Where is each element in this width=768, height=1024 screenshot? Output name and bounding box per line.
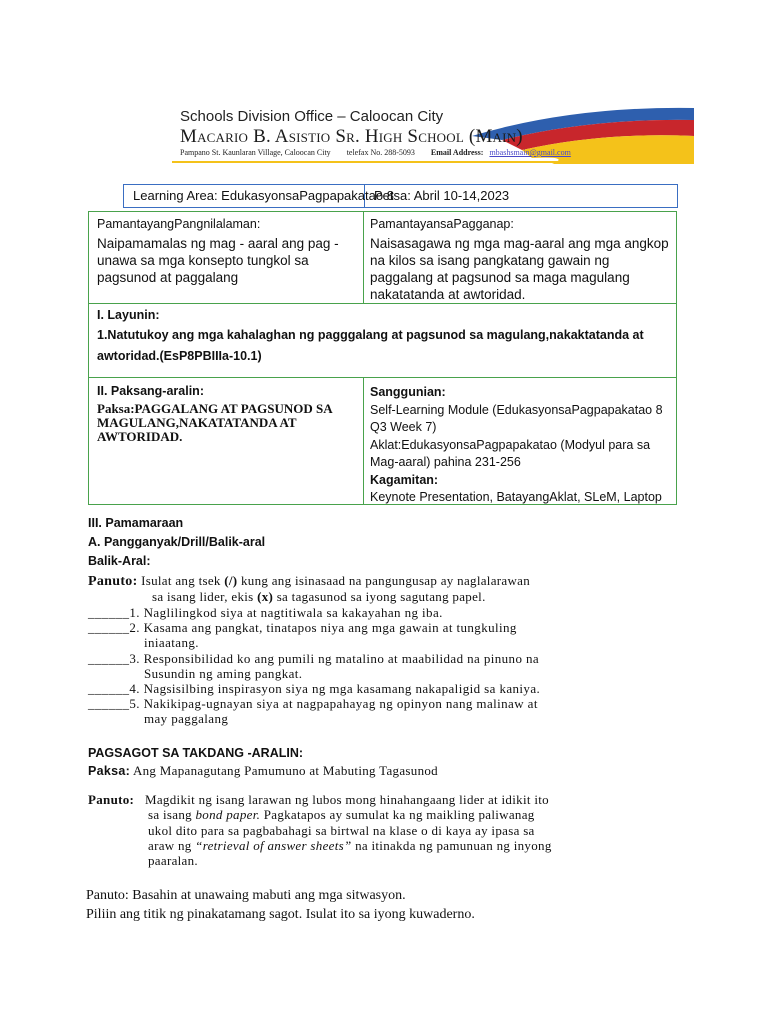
instruction-line-1: Magdikit ng isang larawan ng lubos mong hinahangaang lider at idikit ito [145, 792, 549, 807]
objective-label: I. Layunin: [97, 308, 160, 322]
performance-standard-label: PamantayansaPagganap: [370, 217, 514, 231]
review-label: Balik-Aral: [88, 554, 151, 568]
email-label: Email Address: [430, 148, 484, 157]
instruction-line-4 [145, 838, 552, 853]
answer-blank[interactable]: ______ [88, 620, 130, 636]
list-item [88, 651, 540, 666]
reference-line-4: Mag-aaral) pahina 231-256 [370, 455, 521, 469]
item-text: 3. Responsibilidad ko ang pumili ng matalino at maabilidad na pinuno na [129, 650, 540, 666]
date-cell: Petsa: Abril 10-14,2023 [374, 188, 510, 203]
learning-area-cell: Learning Area: EdukasyonsaPagpapakatao 8 [124, 185, 365, 207]
assignment-instructions [145, 792, 552, 868]
performance-standard-text: Naisasagawa ng mga mag-aaral ang mga angkop na kilos sa isang pangkatang gawain ng paggalang at pagsunod sa maga magulang nakatatanda at awtoridad. [370, 236, 669, 302]
assignment-title: PAGSAGOT SA TAKDANG -ARALIN: [88, 746, 304, 760]
assignment-paksa-text: Ang Mapanagutang Pamumuno at Mabuting Tagasunod [130, 763, 438, 778]
instruction-2i: bond paper. [195, 807, 261, 823]
answer-blank[interactable]: ______ [88, 605, 130, 620]
check-symbol: (/) [224, 573, 238, 588]
reference-line-2: Q3 Week 7) [370, 420, 437, 434]
item-text-continued: may paggalang [144, 711, 229, 727]
answer-blank[interactable]: ______ [88, 650, 130, 666]
list-item [88, 620, 540, 635]
assignment-paksa-label: Paksa: [88, 764, 131, 778]
reference-line-1: Self-Learning Module (EdukasyonsaPagpapakatao 8 [370, 402, 663, 417]
item-text: 1. Naglilingkod siya at nagtitiwala sa kakayahan ng iba. [129, 605, 443, 620]
list-item [88, 696, 540, 711]
assignment-panuto-label: Panuto: [88, 792, 135, 807]
objective-line-2: awtoridad.(EsP8PBIIIa-10.1) [97, 349, 262, 363]
instruction-2a: sa isang [148, 807, 196, 823]
item-text-continued: Susundin ng aming pangkat. [144, 665, 303, 681]
item-text-continued: iniaatang. [144, 635, 199, 651]
review-instructions-line-1 [88, 573, 530, 590]
objective-line-1: 1.Natutukoy ang mga kahalaghan ng pagggalang at pagsunod sa magulang,nakaktatanda at [97, 328, 644, 342]
instruction-4a: araw ng [148, 837, 196, 853]
topic-title-line-1: Paksa:PAGGALANG AT PAGSUNOD SA [97, 401, 333, 416]
final-instruction-line-2: Piliin ang titik ng pinakatamang sagot. Isulat ito sa iyong kuwaderno. [86, 907, 475, 922]
list-item [88, 681, 540, 696]
review-items-list [88, 605, 540, 727]
final-instructions [86, 886, 475, 924]
instruction-2b: Pagkatapos ay sumulat ka ng maikling paliwanag [260, 807, 535, 823]
final-instruction-line-1: Panuto: Basahin at unawaing mabuti ang mga sitwasyon. [86, 888, 406, 903]
panuto-text-2b: sa tagasunod sa iyong sagutang papel. [273, 589, 486, 604]
telefax-number: 288-5093 [384, 148, 415, 157]
answer-blank[interactable]: ______ [88, 681, 130, 697]
materials-label: Kagamitan: [370, 472, 439, 487]
materials-text: Keynote Presentation, BatayangAklat, SLeM, Laptop [370, 490, 662, 504]
telefax-label: telefax No. [346, 148, 383, 157]
address-text: Pampano St. Kaunlaran Village, Caloocan City [180, 148, 331, 157]
assignment-topic [88, 763, 438, 779]
panuto-text-1b: kung ang isinasaad na pangungusap ay naglalarawan [237, 573, 531, 588]
references-label: Sanggunian: [370, 385, 446, 399]
school-name: Macario B. Asistio Sr. High School (Main) [180, 126, 523, 147]
content-standard-text: Naipamamalas ng mag - aaral ang pag - unawa sa mga konsepto tungkol sa pagsunod at paggalang [97, 236, 339, 285]
division-office-text: Schools Division Office – Caloocan City [180, 108, 444, 125]
procedure-title: III. Pamamaraan [88, 516, 184, 530]
instruction-line-3: ukol dito para sa pagbabahagi sa birtwal na klase o di kaya ay ipasa sa [148, 822, 535, 838]
topic-label: II. Paksang-aralin: [97, 384, 204, 398]
list-item [88, 605, 540, 620]
topic-title-line-3: AWTORIDAD. [97, 429, 183, 444]
learning-area-table [123, 184, 678, 208]
references-block [370, 384, 663, 507]
lesson-plan-table [88, 211, 677, 505]
email-link[interactable]: mbashsmain@gmail.com [489, 148, 571, 157]
review-instructions-line-2 [152, 589, 486, 605]
item-text: 5. Nakikipag-ugnayan siya at nagpapahayag ng opinyon nang malinaw at [129, 696, 538, 712]
item-text: 2. Kasama ang pangkat, tinatapos niya ang mga gawain at tungkuling [129, 620, 517, 636]
instruction-line-2 [145, 807, 552, 822]
procedure-subtitle: A. Pangganyak/Drill/Balik-aral [88, 535, 266, 549]
item-text: 4. Nagsisilbing inspirasyon siya ng mga kasamang nakapaligid sa kaniya. [129, 681, 541, 697]
instruction-4b: na itinakda ng pamunuan ng inyong [351, 837, 552, 853]
panuto-label: Panuto: [88, 574, 138, 589]
school-address-line [180, 148, 571, 157]
topic-title-line-2: MAGULANG,NAKATATANDA AT [97, 415, 297, 430]
instruction-line-5: paaralan. [148, 853, 198, 869]
panuto-text-1a: Isulat ang tsek [137, 573, 225, 588]
answer-blank[interactable]: ______ [88, 696, 130, 712]
topic-title [97, 402, 333, 444]
instruction-4i: “retrieval of answer sheets” [195, 837, 352, 853]
reference-line-3: Aklat:EdukasyonsaPagpapakatao (Modyul para sa [370, 437, 651, 452]
x-symbol: (x) [257, 589, 274, 604]
content-standard-label: PamantayangPangnilalaman: [97, 217, 261, 231]
panuto-text-2a: sa isang lider, ekis [152, 589, 258, 604]
